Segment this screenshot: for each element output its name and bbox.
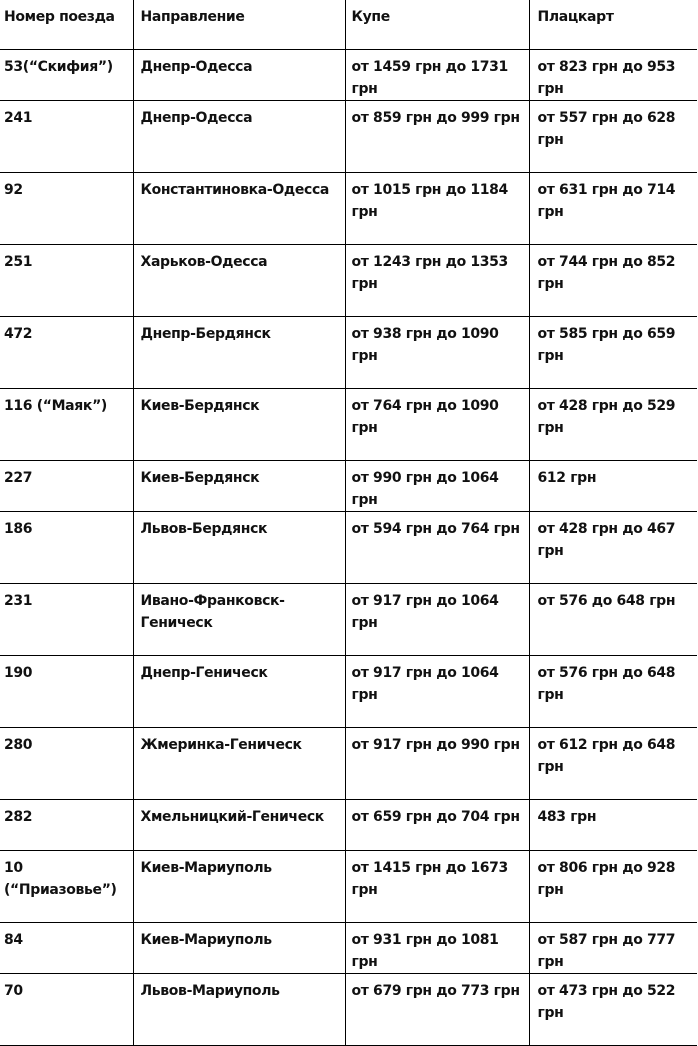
cell-train-number: 70 [0, 973, 133, 1045]
cell-train-number: 116 (“Маяк”) [0, 388, 133, 460]
cell-route: Днепр-Одесса [133, 100, 345, 172]
cell-platzkart: от 823 грн до 953 грн [529, 49, 697, 100]
table-row [0, 727, 697, 799]
cell-coupe: от 917 грн до 990 грн [345, 727, 529, 799]
cell-platzkart: от 557 грн до 628 грн [529, 100, 697, 172]
header-route: Направление [133, 0, 345, 49]
cell-route: Днепр-Геническ [133, 655, 345, 727]
cell-train-number: 190 [0, 655, 133, 727]
cell-coupe: от 859 грн до 999 грн [345, 100, 529, 172]
cell-platzkart: от 744 грн до 852 грн [529, 244, 697, 316]
cell-train-number: 282 [0, 799, 133, 850]
cell-platzkart: от 631 грн до 714 грн [529, 172, 697, 244]
cell-platzkart: от 428 грн до 467 грн [529, 511, 697, 583]
table-row [0, 49, 697, 100]
cell-platzkart: от 576 до 648 грн [529, 583, 697, 655]
table-body [0, 49, 697, 1045]
table-row [0, 850, 697, 922]
cell-route: Днепр-Одесса [133, 49, 345, 100]
table-row [0, 460, 697, 511]
cell-platzkart: от 612 грн до 648 грн [529, 727, 697, 799]
table-row [0, 244, 697, 316]
cell-platzkart: от 585 грн до 659 грн [529, 316, 697, 388]
cell-coupe: от 938 грн до 1090 грн [345, 316, 529, 388]
cell-train-number: 84 [0, 922, 133, 973]
cell-train-number: 227 [0, 460, 133, 511]
table-row [0, 655, 697, 727]
cell-route: Константиновка-Одесса [133, 172, 345, 244]
cell-coupe: от 594 грн до 764 грн [345, 511, 529, 583]
cell-platzkart: от 576 грн до 648 грн [529, 655, 697, 727]
table-row [0, 922, 697, 973]
cell-platzkart: от 473 грн до 522 грн [529, 973, 697, 1045]
cell-coupe: от 764 грн до 1090 грн [345, 388, 529, 460]
cell-train-number: 472 [0, 316, 133, 388]
table-row [0, 388, 697, 460]
cell-train-number: 53(“Скифия”) [0, 49, 133, 100]
cell-platzkart: 483 грн [529, 799, 697, 850]
cell-coupe: от 931 грн до 1081 грн [345, 922, 529, 973]
cell-route: Днепр-Бердянск [133, 316, 345, 388]
cell-route: Харьков-Одесса [133, 244, 345, 316]
cell-route: Киев-Мариуполь [133, 850, 345, 922]
table-header [0, 0, 697, 49]
cell-route: Киев-Бердянск [133, 388, 345, 460]
cell-train-number: 186 [0, 511, 133, 583]
cell-route: Ивано-Франковск-Геническ [133, 583, 345, 655]
cell-coupe: от 917 грн до 1064 грн [345, 655, 529, 727]
cell-platzkart: от 806 грн до 928 грн [529, 850, 697, 922]
cell-route: Львов-Мариуполь [133, 973, 345, 1045]
table-row [0, 583, 697, 655]
cell-coupe: от 1015 грн до 1184 грн [345, 172, 529, 244]
cell-route: Киев-Бердянск [133, 460, 345, 511]
cell-platzkart: 612 грн [529, 460, 697, 511]
cell-platzkart: от 587 грн до 777 грн [529, 922, 697, 973]
cell-train-number: 92 [0, 172, 133, 244]
cell-train-number: 241 [0, 100, 133, 172]
cell-coupe: от 990 грн до 1064 грн [345, 460, 529, 511]
table-row [0, 799, 697, 850]
cell-coupe: от 917 грн до 1064 грн [345, 583, 529, 655]
cell-route: Львов-Бердянск [133, 511, 345, 583]
cell-coupe: от 659 грн до 704 грн [345, 799, 529, 850]
cell-coupe: от 1459 грн до 1731 грн [345, 49, 529, 100]
cell-coupe: от 679 грн до 773 грн [345, 973, 529, 1045]
table-row [0, 100, 697, 172]
table-row [0, 973, 697, 1045]
cell-train-number: 280 [0, 727, 133, 799]
table-row [0, 172, 697, 244]
cell-coupe: от 1415 грн до 1673 грн [345, 850, 529, 922]
table-row [0, 316, 697, 388]
cell-coupe: от 1243 грн до 1353 грн [345, 244, 529, 316]
header-train-number: Номер поезда [0, 0, 133, 49]
cell-train-number: 10 (“Приазовье”) [0, 850, 133, 922]
header-row [0, 0, 697, 49]
cell-route: Жмеринка-Геническ [133, 727, 345, 799]
cell-platzkart: от 428 грн до 529 грн [529, 388, 697, 460]
header-platzkart: Плацкарт [529, 0, 697, 49]
cell-train-number: 231 [0, 583, 133, 655]
header-coupe: Купе [345, 0, 529, 49]
table-row [0, 511, 697, 583]
cell-route: Киев-Мариуполь [133, 922, 345, 973]
cell-route: Хмельницкий-Геническ [133, 799, 345, 850]
cell-train-number: 251 [0, 244, 133, 316]
